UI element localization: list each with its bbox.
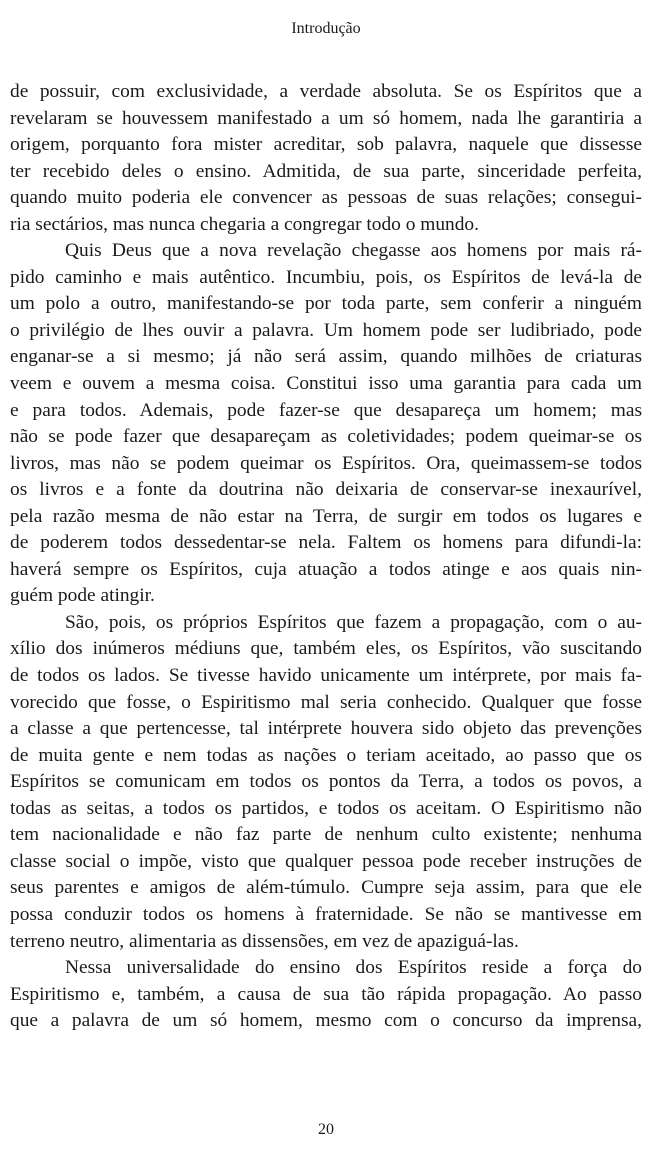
text-line: quando muito poderia ele convencer as pessoas de suas relações; consegui- — [10, 187, 642, 209]
body-text — [10, 79, 642, 1035]
text-line: enganar-se a si mesmo; já não será assim, quando milhões de criaturas — [10, 346, 642, 368]
text-line: e para todos. Ademais, pode fazer-se que desapareça um homem; mas — [10, 399, 642, 421]
text-line: seus parentes e amigos de além-túmulo. Cumpre seja assim, para que ele — [10, 877, 642, 899]
text-line: de muita gente e nem todas as nações o teriam aceitado, ao passo que os — [10, 744, 642, 766]
text-line: São, pois, os próprios Espíritos que fazem a propagação, com o au- — [65, 611, 642, 633]
text-line: veem e ouvem a mesma coisa. Constitui isso uma garantia para cada um — [10, 373, 642, 395]
text-line: vorecido que fosse, o Espiritismo mal seria conhecido. Qualquer que fosse — [10, 691, 642, 713]
text-line: terreno neutro, alimentaria as dissensões, em vez de apaziguá-las. — [10, 930, 519, 952]
text-line: um polo a outro, manifestando-se por toda parte, sem conferir a ninguém — [10, 293, 642, 315]
text-line: Quis Deus que a nova revelação chegasse aos homens por mais rá- — [65, 240, 642, 262]
text-line: os livros e a fonte da doutrina não deixaria de conservar-se inexaurível, — [10, 479, 642, 501]
text-line: origem, porquanto fora mister acreditar, sob palavra, naquele que dissesse — [10, 134, 642, 156]
text-line: Nessa universalidade do ensino dos Espíritos reside a força do — [65, 957, 642, 979]
text-line: pido caminho e mais autêntico. Incumbiu, pois, os Espíritos de levá-la de — [10, 266, 642, 288]
text-line: livros, mas não se podem queimar os Espíritos. Ora, queimassem-se todos — [10, 452, 642, 474]
text-line: a classe a que pertencesse, tal intérprete houvera sido objeto das prevenções — [10, 718, 642, 740]
text-line: Espiritismo e, também, a causa de sua tão rápida propagação. Ao passo — [10, 983, 642, 1005]
text-line: de possuir, com exclusividade, a verdade absoluta. Se os Espíritos que a — [10, 81, 642, 102]
text-line: todas as seitas, a todos os partidos, e todos os aceitam. O Espiritismo não — [10, 797, 642, 819]
text-line: de poderem todos dessedentar-se nela. Faltem os homens para difundi-la: — [10, 532, 642, 554]
page-number: 20 — [318, 1121, 334, 1138]
text-line: Espíritos se comunicam em todos os pontos da Terra, a todos os povos, a — [10, 771, 642, 793]
text-line: pela razão mesma de não estar na Terra, de surgir em todos os lugares e — [10, 505, 642, 527]
text-line: ria sectários, mas nunca chegaria a congregar todo o mundo. — [10, 213, 479, 235]
text-line: xílio dos inúmeros médiuns que, também eles, os Espíritos, vão suscitando — [10, 638, 642, 660]
text-line: classe social o impõe, visto que qualquer pessoa pode receber instruções de — [10, 850, 642, 872]
text-line: possa conduzir todos os homens à fraternidade. Se não se mantivesse em — [10, 903, 642, 925]
text-line: haverá sempre os Espíritos, cuja atuação a todos atinge e aos quais nin- — [10, 558, 642, 580]
text-line: revelaram se houvessem manifestado a um só homem, nada lhe garantiria a — [10, 107, 642, 129]
text-line: tem nacionalidade e não faz parte de nenhum culto existente; nenhuma — [10, 824, 642, 846]
text-line: que a palavra de um só homem, mesmo com o concurso da imprensa, — [10, 1010, 642, 1032]
text-line: de todos os lados. Se tivesse havido unicamente um intérprete, por mais fa- — [10, 665, 642, 687]
text-line: o privilégio de lhes ouvir a palavra. Um homem pode ser ludibriado, pode — [10, 319, 642, 341]
text-line: guém pode atingir. — [10, 585, 155, 607]
text-line: ter recebido deles o ensino. Admitida, de sua parte, sinceridade perfeita, — [10, 160, 642, 182]
text-line: não se pode fazer que desapareçam as coletividades; podem queimar-se os — [10, 426, 642, 448]
running-head-title: Introdução — [291, 20, 361, 37]
